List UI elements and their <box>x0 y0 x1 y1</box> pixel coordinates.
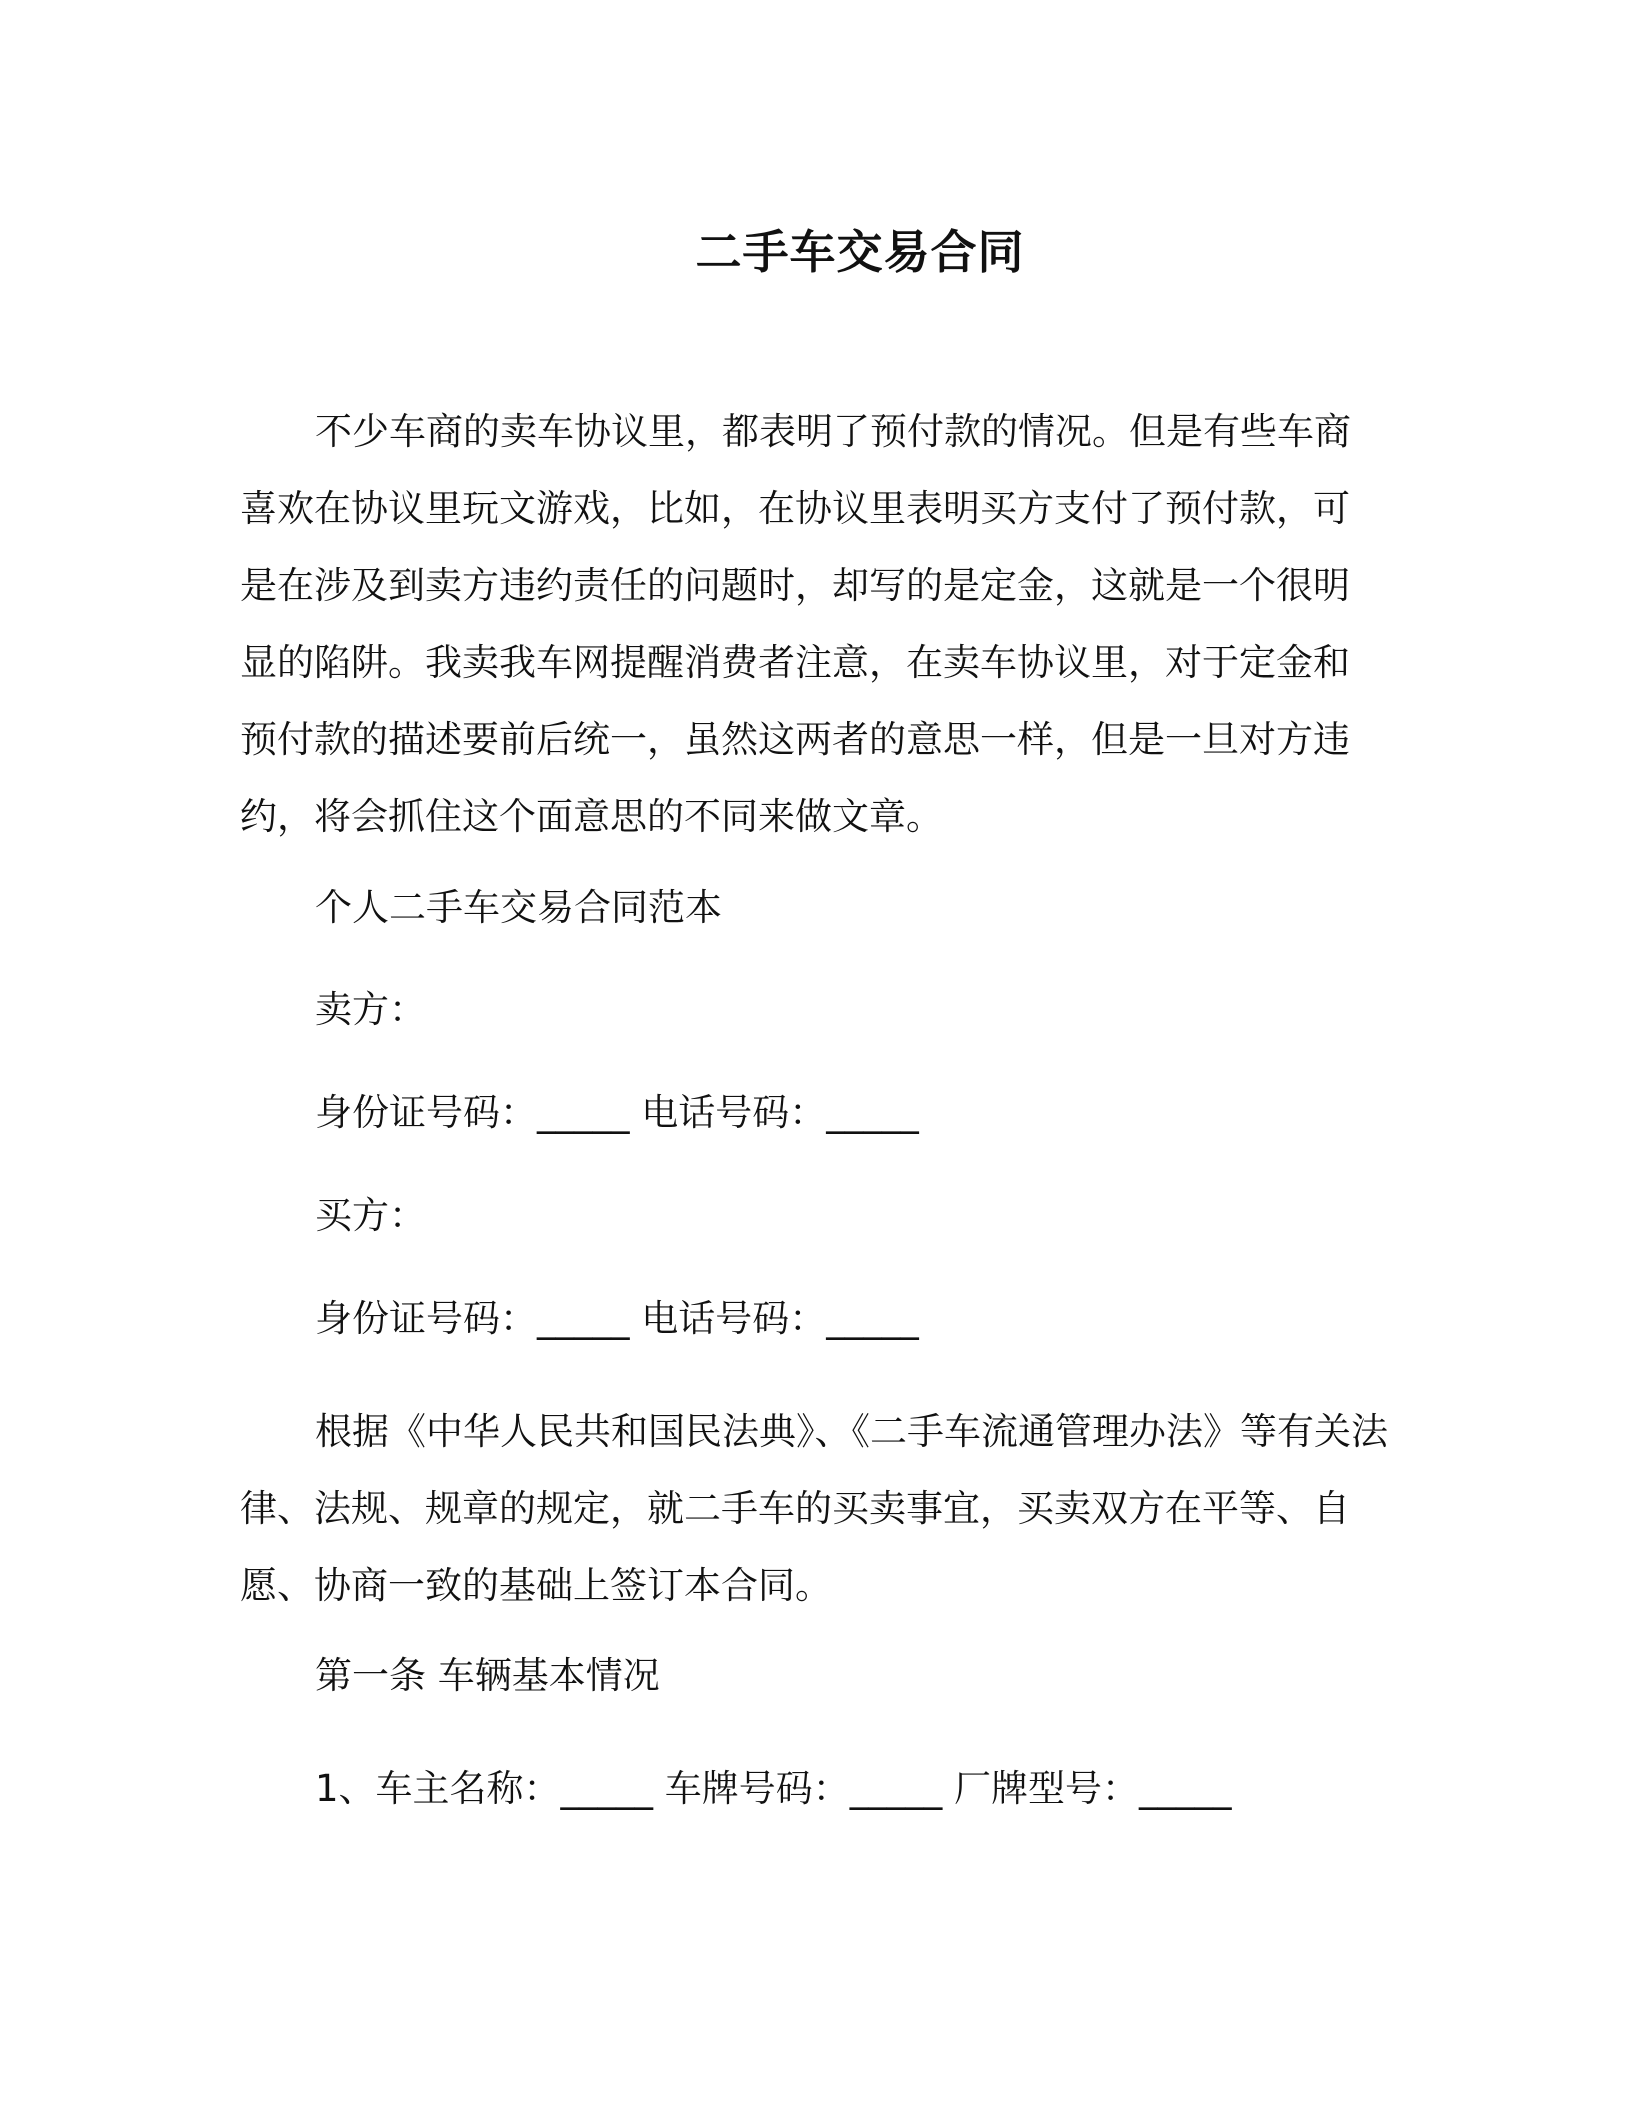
seller-label: 卖方： <box>315 988 426 1031</box>
seller-id-phone-line: 身份证号码：_____ 电话号码：_____ <box>315 1091 919 1134</box>
document-title: 二手车交易合同 <box>695 225 1025 279</box>
buyer-label: 买方： <box>315 1194 426 1237</box>
intro-paragraph: 不少车商的卖车协议里，都表明了预付款的情况。但是有些车商喜欢在协议里玩文游戏，比如，在协议里表明买方支付了预付款，可是在涉及到卖方违约责任的问题时，却写的是定金，这就是一个很明显的陷阱。我卖我车网提醒消费者注意，在卖车协议里，对于定金和预付款的描述要前后统一，虽然这两者的意思一样，但是一旦对方违约，将会抓住这个面意思的不同来做文章。 <box>240 410 1351 838</box>
article-1-heading: 第一条 车辆基本情况 <box>315 1654 660 1697</box>
buyer-id-phone-line: 身份证号码：_____ 电话号码：_____ <box>315 1297 919 1340</box>
template-heading: 个人二手车交易合同范本 <box>315 886 722 929</box>
legal-basis-paragraph: 根据《中华人民共和国民法典》、《二手车流通管理办法》等有关法律、法规、规章的规定，就二手车的买卖事宜，买卖双方在平等、自愿、协商一致的基础上签订本合同。 <box>240 1410 1388 1607</box>
article-1-item-1: 1、车主名称：_____ 车牌号码：_____ 厂牌型号：_____ <box>315 1767 1232 1810</box>
